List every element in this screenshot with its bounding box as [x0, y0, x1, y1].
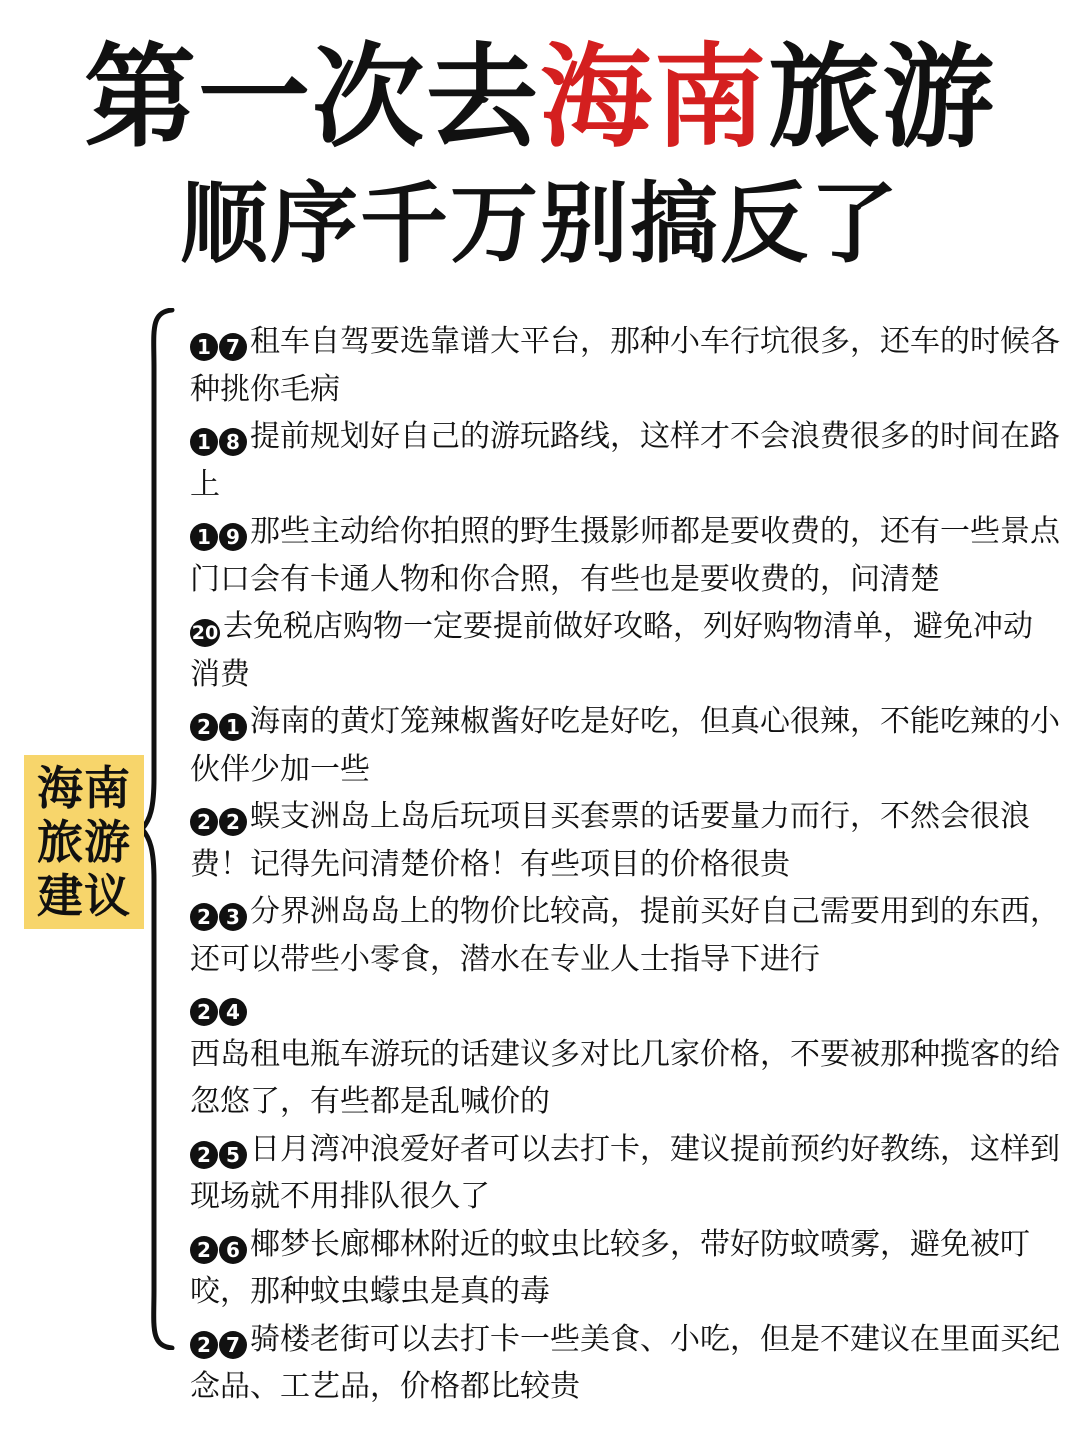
list-item-text: 海南的黄灯笼辣椒酱好吃是好吃，但真心很辣，不能吃辣的小伙伴少加一些 [190, 704, 1060, 787]
number-circle: 2 [219, 808, 247, 836]
list-item-text: 分界洲岛岛上的物价比较高，提前买好自己需要用到的东西，还可以带些小零食，潜水在专业人士指导下进行 [190, 894, 1060, 977]
list-item [190, 413, 1060, 508]
number-circle: 2 [190, 1236, 218, 1264]
list-item-text: 去免税店购物一定要提前做好攻略，列好购物清单，避免冲动消费 [190, 609, 1033, 692]
number-circle: 4 [219, 998, 247, 1026]
item-number-badge [190, 318, 248, 366]
number-circle: 9 [219, 523, 247, 551]
list-item-text: 蜈支洲岛上岛后玩项目买套票的话要量力而行，不然会很浪费！记得先问清楚价格！有些项目的价格很贵 [190, 799, 1030, 882]
number-circle: 2 [190, 808, 218, 836]
title-accent: 海南 [540, 33, 768, 163]
title-part-2: 旅游 [768, 33, 996, 163]
number-circle: 1 [219, 713, 247, 741]
side-tag-line-3: 建议 [37, 869, 131, 923]
item-number-badge [190, 888, 248, 936]
list-item [190, 1221, 1060, 1316]
item-number-badge [190, 603, 221, 651]
list-item [190, 698, 1060, 793]
page-subtitle: 顺序千万别搞反了 [179, 172, 900, 275]
item-number-badge [190, 508, 248, 556]
number-circle: 20 [190, 619, 220, 647]
number-circle: 8 [219, 428, 247, 456]
item-number-badge [190, 793, 248, 841]
number-circle: 7 [219, 1331, 247, 1359]
item-number-badge [190, 1316, 248, 1364]
side-tag-line-1: 海南 [37, 761, 131, 815]
list-item [190, 603, 1060, 698]
number-circle: 1 [190, 333, 218, 361]
tips-list [190, 318, 1060, 1411]
item-number-badge [190, 983, 1058, 1031]
number-circle: 2 [190, 903, 218, 931]
number-circle: 2 [190, 1141, 218, 1169]
number-circle: 2 [190, 1331, 218, 1359]
list-item-text: 那些主动给你拍照的野生摄影师都是要收费的，还有一些景点门口会有卡通人物和你合照，有些也是要收费的，问清楚 [190, 514, 1060, 597]
list-item-text: 椰梦长廊椰林附近的蚊虫比较多，带好防蚊喷雾，避免被叮咬，那种蚊虫蠓虫是真的毒 [190, 1226, 1030, 1309]
list-item [190, 888, 1060, 983]
number-circle: 2 [190, 713, 218, 741]
number-circle: 1 [190, 428, 218, 456]
number-circle: 3 [219, 903, 247, 931]
list-item [190, 1316, 1060, 1411]
number-circle: 7 [219, 333, 247, 361]
number-circle: 5 [219, 1141, 247, 1169]
title-part-1: 第一次去 [84, 33, 540, 163]
list-item [190, 1126, 1060, 1221]
item-number-badge [190, 1126, 248, 1174]
list-item [190, 793, 1060, 888]
list-item-text: 骑楼老街可以去打卡一些美食、小吃，但是不建议在里面买纪念品、工艺品，价格都比较贵 [190, 1321, 1060, 1404]
item-number-badge [190, 413, 248, 461]
list-item [190, 318, 1060, 413]
side-tag [24, 755, 144, 929]
list-item-text: 西岛租电瓶车游玩的话建议多对比几家价格，不要被那种揽客的给忽悠了，有些都是乱喊价的 [190, 1036, 1060, 1119]
side-tag-line-2: 旅游 [37, 815, 131, 869]
number-circle: 6 [219, 1236, 247, 1264]
item-number-badge [190, 698, 248, 746]
left-brace-decoration [138, 308, 178, 1350]
list-item [190, 983, 1060, 1126]
list-item-text: 日月湾冲浪爱好者可以去打卡，建议提前预约好教练，这样到现场就不用排队很久了 [190, 1131, 1060, 1214]
item-number-badge [190, 1221, 248, 1269]
number-circle: 2 [190, 998, 218, 1026]
list-item-text: 租车自驾要选靠谱大平台，那种小车行坑很多，还车的时候各种挑你毛病 [190, 324, 1060, 407]
list-item [190, 508, 1060, 603]
page-title [0, 28, 1080, 168]
number-circle: 1 [190, 523, 218, 551]
list-item-text: 提前规划好自己的游玩路线，这样才不会浪费很多的时间在路上 [190, 419, 1060, 502]
